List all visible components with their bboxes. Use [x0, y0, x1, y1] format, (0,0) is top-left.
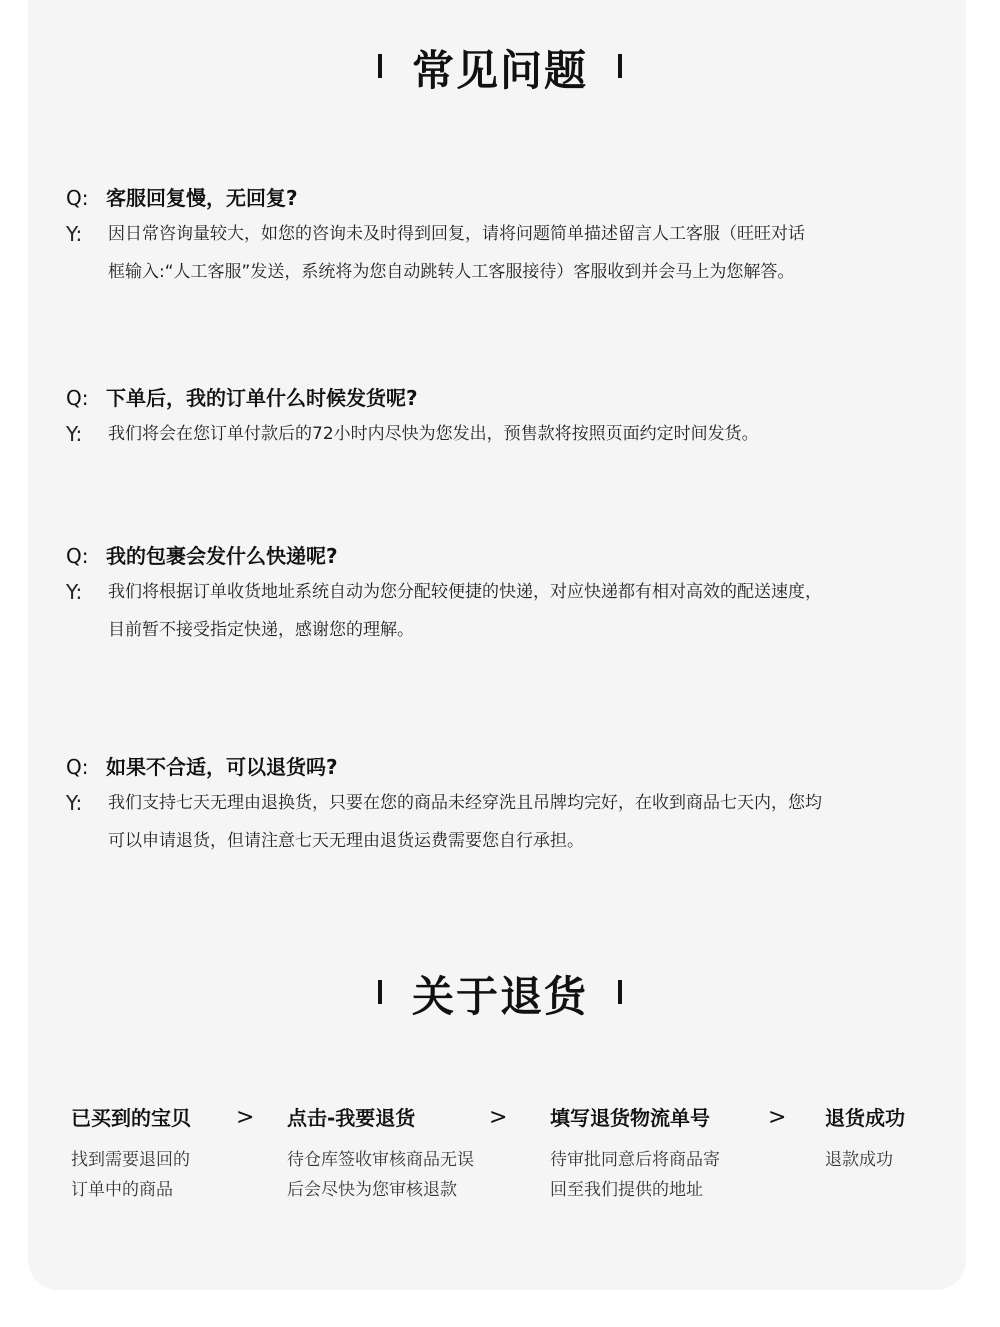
step-title: 点击-我要退货 [287, 1106, 416, 1130]
faq-question [66, 181, 886, 215]
return-step-4 [825, 1103, 905, 1175]
question-text: 我的包裹会发什么快递呢? [106, 544, 338, 568]
faq-section-title [0, 38, 1000, 98]
step-arrow-icon: > [489, 1105, 508, 1130]
question-text: 下单后，我的订单什么时候发货呢? [106, 386, 418, 410]
return-section-title [0, 964, 1000, 1024]
step-description [287, 1145, 474, 1205]
answer-tag: Y: [66, 580, 83, 604]
step-desc-line: 回至我们提供的地址 [550, 1180, 703, 1200]
return-step-3 [550, 1103, 720, 1205]
step-desc-line: 找到需要退回的 [71, 1150, 190, 1170]
title-left-bar [378, 54, 382, 78]
title-right-bar [618, 980, 622, 1004]
faq-answer [66, 573, 886, 649]
faq-answer [66, 215, 886, 291]
answer-line: 我们将根据订单收货地址系统自动为您分配较便捷的快递，对应快递都有相对高效的配送速度， [108, 582, 822, 602]
faq-answer [66, 784, 886, 860]
question-tag: Q: [66, 386, 89, 410]
step-desc-line: 订单中的商品 [71, 1180, 173, 1200]
answer-tag: Y: [66, 422, 83, 446]
answer-line: 可以申请退货，但请注意七天无理由退货运费需要您自行承担。 [108, 831, 584, 851]
answer-line: 我们支持七天无理由退换货，只要在您的商品未经穿洗且吊牌均完好，在收到商品七天内，您均 [108, 793, 822, 813]
title-left-bar [378, 980, 382, 1004]
question-tag: Q: [66, 755, 89, 779]
faq-question [66, 539, 886, 573]
step-title: 已买到的宝贝 [71, 1106, 191, 1130]
step-desc-line: 后会尽快为您审核退款 [287, 1180, 457, 1200]
return-step-2 [287, 1103, 474, 1205]
step-desc-line: 待审批同意后将商品寄 [550, 1150, 720, 1170]
question-text: 如果不合适，可以退货吗? [106, 755, 338, 779]
faq-item [66, 539, 886, 649]
step-description [71, 1145, 191, 1205]
question-text: 客服回复慢，无回复? [106, 186, 298, 210]
step-desc-line: 待仓库签收审核商品无误 [287, 1150, 474, 1170]
faq-question [66, 750, 886, 784]
return-step-1 [71, 1103, 191, 1205]
faq-item [66, 750, 886, 860]
faq-item [66, 381, 886, 453]
answer-line: 我们将会在您订单付款后的72小时内尽快为您发出，预售款将按照页面约定时间发货。 [108, 424, 759, 444]
question-tag: Q: [66, 544, 89, 568]
step-title: 填写退货物流单号 [550, 1106, 710, 1130]
step-desc-line: 退款成功 [825, 1150, 893, 1170]
step-description [825, 1145, 905, 1175]
step-arrow-icon: > [236, 1105, 255, 1130]
return-title-text: 关于退货 [411, 972, 588, 1021]
answer-line: 因日常咨询量较大，如您的咨询未及时得到回复，请将问题简单描述留言人工客服（旺旺对话 [108, 224, 805, 244]
answer-tag: Y: [66, 222, 83, 246]
answer-line: 目前暂不接受指定快递，感谢您的理解。 [108, 620, 414, 640]
faq-question [66, 381, 886, 415]
answer-line: 框输入:“人工客服”发送，系统将为您自动跳转人工客服接待）客服收到并会马上为您解答。 [108, 262, 795, 282]
step-title: 退货成功 [825, 1106, 905, 1130]
question-tag: Q: [66, 186, 89, 210]
step-description [550, 1145, 720, 1205]
faq-item [66, 181, 886, 291]
faq-answer [66, 415, 886, 453]
faq-title-text: 常见问题 [411, 46, 588, 95]
title-right-bar [618, 54, 622, 78]
step-arrow-icon: > [768, 1105, 787, 1130]
answer-tag: Y: [66, 791, 83, 815]
